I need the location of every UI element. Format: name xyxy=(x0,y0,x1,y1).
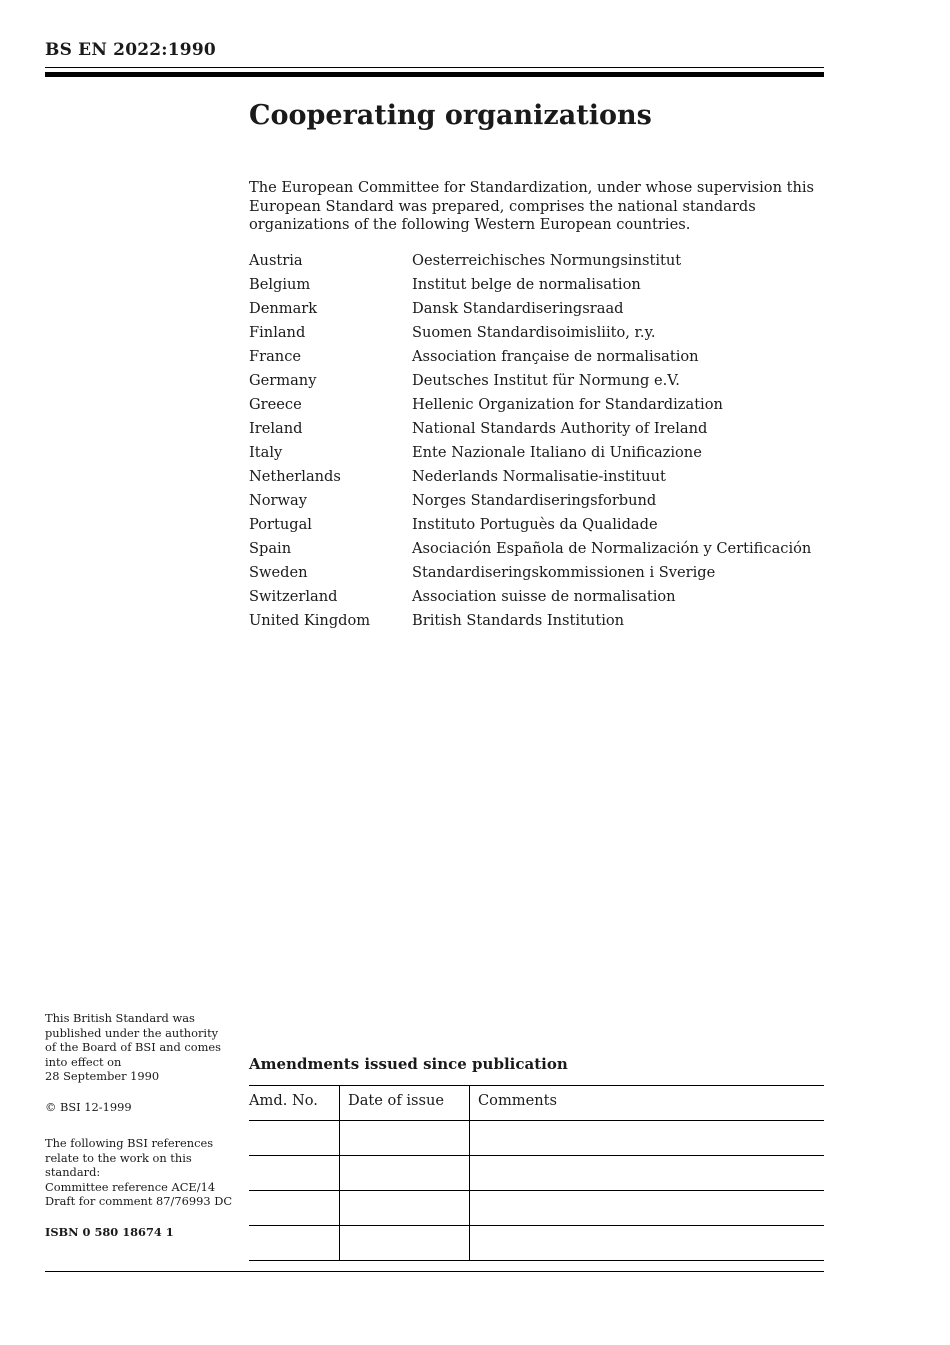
country-name: Greece xyxy=(249,396,302,413)
standards-body-name: Institut belge de normalisation xyxy=(412,276,641,293)
amendment-cell xyxy=(340,1226,470,1261)
draft-reference: Draft for comment 87/76993 DC xyxy=(45,1194,233,1208)
publication-line: into effect on xyxy=(45,1054,122,1069)
committee-reference: Committee reference ACE/14 xyxy=(45,1179,216,1194)
amendment-row xyxy=(249,1191,824,1226)
header-rule-thick xyxy=(45,72,824,77)
country-name: Switzerland xyxy=(249,588,338,605)
country-name: Italy xyxy=(249,444,283,461)
publication-date: 28 September 1990 xyxy=(45,1069,160,1083)
country-name: Germany xyxy=(249,372,317,389)
amendment-cell xyxy=(340,1121,470,1156)
country-name: Norway xyxy=(249,492,307,509)
publication-line: of the Board of BSI and comes xyxy=(45,1040,221,1054)
country-name: France xyxy=(249,348,302,365)
document-code: BS EN 2022:1990 xyxy=(45,40,216,60)
amendment-cell xyxy=(340,1156,470,1191)
reference-line: relate to the work on this xyxy=(45,1150,192,1165)
country-name: Denmark xyxy=(249,300,318,317)
header-rule-thin xyxy=(45,67,824,68)
amendment-cell xyxy=(249,1226,340,1261)
reference-line: standard: xyxy=(45,1165,101,1179)
standards-body-name: British Standards Institution xyxy=(412,612,625,629)
amendments-table xyxy=(249,1085,824,1261)
amendment-cell xyxy=(470,1121,825,1156)
standards-body-name: Deutsches Institut für Normung e.V. xyxy=(412,372,680,389)
standards-body-name: Ente Nazionale Italiano di Unificazione xyxy=(412,444,702,461)
country-name: Spain xyxy=(249,540,292,557)
standards-body-name: Dansk Standardiseringsraad xyxy=(412,300,624,317)
reference-line: The following BSI references xyxy=(45,1136,214,1150)
amendment-cell xyxy=(249,1121,340,1156)
amendment-cell xyxy=(249,1191,340,1226)
standards-body-name: National Standards Authority of Ireland xyxy=(412,420,708,437)
standards-body-name: Nederlands Normalisatie-instituut xyxy=(412,468,666,485)
amendment-cell xyxy=(470,1191,825,1226)
amendments-title: Amendments issued since publication xyxy=(249,1055,568,1073)
country-name: Finland xyxy=(249,324,306,341)
country-name: Portugal xyxy=(249,516,312,533)
intro-paragraph: The European Committee for Standardization, under whose supervision this European Standard was prepared, comprises the national standards organizations of the following Western European countries. xyxy=(249,179,815,233)
amendment-cell xyxy=(340,1191,470,1226)
footer-rule xyxy=(45,1271,824,1272)
publication-line: published under the authority xyxy=(45,1025,219,1040)
standards-body-name: Standardiseringskommissionen i Sverige xyxy=(412,564,716,581)
column-header-amd-no: Amd. No. xyxy=(249,1086,340,1121)
standards-body-name: Norges Standardiseringsforbund xyxy=(412,492,657,509)
standards-body-name: Oesterreichisches Normungsinstitut xyxy=(412,252,682,269)
country-name: Netherlands xyxy=(249,468,341,485)
country-name: Austria xyxy=(249,252,303,269)
column-header-date-of-issue: Date of issue xyxy=(340,1086,470,1121)
country-name: Ireland xyxy=(249,420,303,437)
page-title: Cooperating organizations xyxy=(249,100,652,131)
country-name: United Kingdom xyxy=(249,612,371,629)
amendment-row xyxy=(249,1156,824,1191)
amendment-cell xyxy=(470,1226,825,1261)
standards-body-name: Association française de normalisation xyxy=(412,348,699,365)
country-name: Belgium xyxy=(249,276,311,293)
amendment-row xyxy=(249,1121,824,1156)
amendment-cell xyxy=(249,1156,340,1191)
amendment-cell xyxy=(470,1156,825,1191)
bsi-references xyxy=(45,1136,240,1209)
isbn: ISBN 0 580 18674 1 xyxy=(45,1224,174,1239)
copyright-notice: © BSI 12-1999 xyxy=(45,1099,132,1114)
publication-sidebar xyxy=(45,1011,240,1239)
standards-body-name: Association suisse de normalisation xyxy=(412,588,676,605)
standards-body-name: Suomen Standardisoimisliito, r.y. xyxy=(412,324,656,341)
standards-body-name: Hellenic Organization for Standardization xyxy=(412,396,723,413)
column-header-comments: Comments xyxy=(470,1086,825,1121)
amendments-header-row xyxy=(249,1086,824,1121)
amendment-row xyxy=(249,1226,824,1261)
standards-body-name: Instituto Portuguès da Qualidade xyxy=(412,516,658,533)
publication-note xyxy=(45,1011,240,1084)
publication-line: This British Standard was xyxy=(45,1011,195,1025)
standards-body-name: Asociación Española de Normalización y Certificación xyxy=(412,540,812,557)
country-name: Sweden xyxy=(249,564,308,581)
